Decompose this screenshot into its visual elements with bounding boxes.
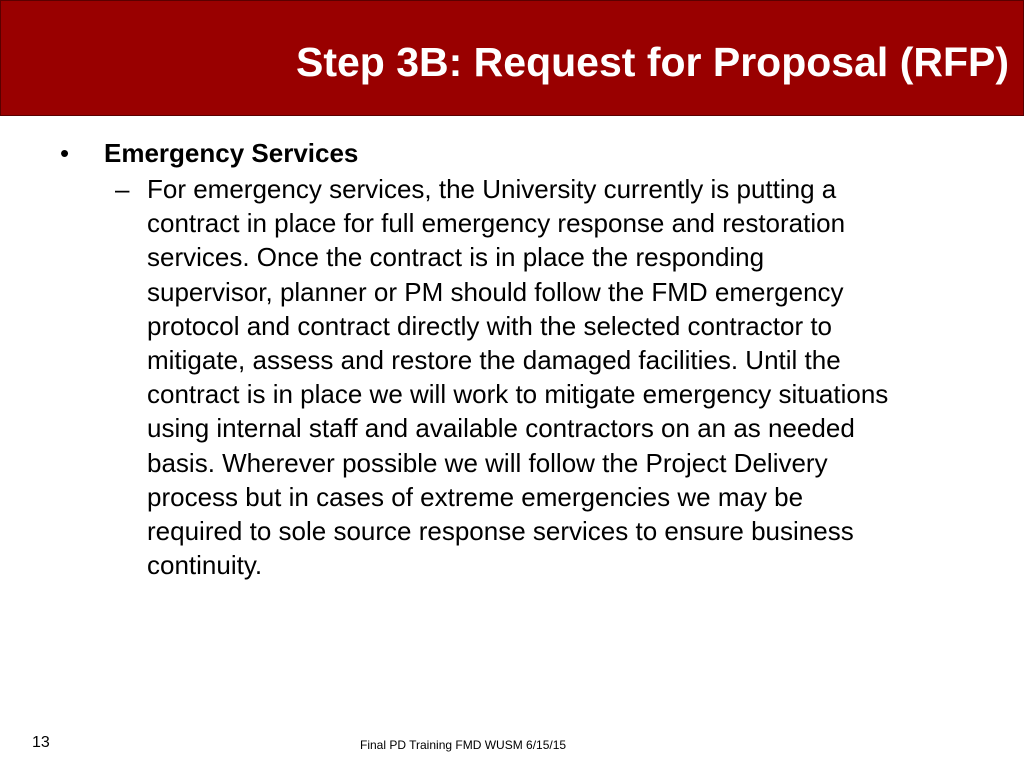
- sub-bullet-text: For emergency services, the University currently is putting a contract in place for full emergency response and restoration services. Once the contract is in place the responding supervisor, planner or PM should follow the FMD emergency protocol and contract directly with the selected contractor to mitigate, assess and restore the damaged facilities. Until the contract is in place we will work to mitigate emergency situations using internal staff and available contractors on an as needed basis. Wherever possible we will follow the Project Delivery process but in cases of extreme emergencies we may be required to sole source response services to ensure business continuity.: [147, 174, 889, 581]
- slide-title: Step 3B: Request for Proposal (RFP): [295, 39, 1009, 85]
- footer-text: Final PD Training FMD WUSM 6/15/15: [360, 738, 567, 752]
- sub-bullet-marker: –: [115, 174, 130, 204]
- slide-content: [60, 136, 980, 582]
- bullet-item: [60, 136, 980, 170]
- bullet-heading: Emergency Services: [104, 138, 359, 168]
- page-number: 13: [32, 734, 50, 751]
- title-bar: [0, 0, 1024, 116]
- bullet-marker: •: [60, 138, 70, 168]
- sub-bullet-item: [60, 172, 980, 582]
